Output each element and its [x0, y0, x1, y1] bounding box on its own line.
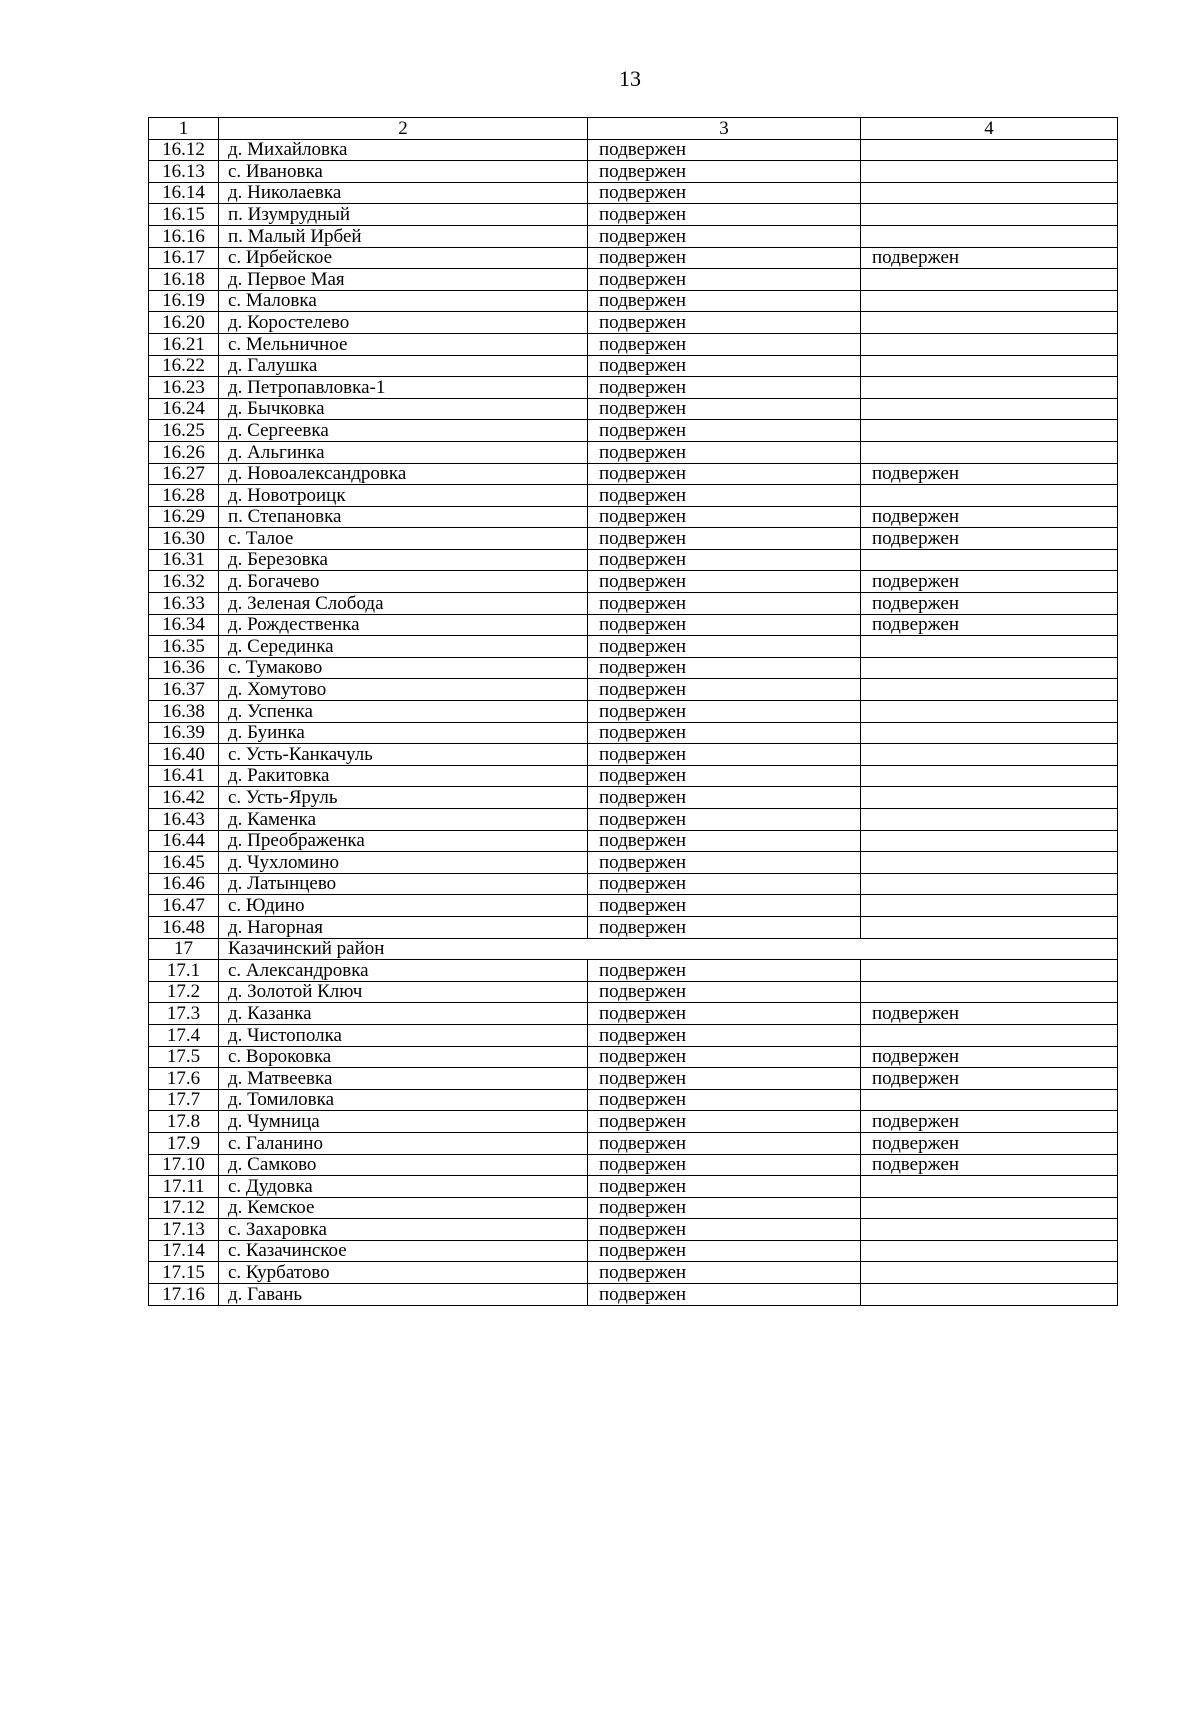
column-3-value: подвержен — [588, 1197, 861, 1219]
row-number: 16.19 — [149, 290, 219, 312]
column-4-value — [861, 377, 1118, 399]
settlement-name: д. Альгинка — [219, 441, 588, 463]
row-number: 16.15 — [149, 204, 219, 226]
column-3-value: подвержен — [588, 1111, 861, 1133]
row-number: 16.47 — [149, 895, 219, 917]
column-4-value — [861, 1089, 1118, 1111]
table-row — [149, 204, 1118, 226]
row-number: 17.12 — [149, 1197, 219, 1219]
row-number: 17.11 — [149, 1176, 219, 1198]
table-row — [149, 269, 1118, 291]
row-number: 17.7 — [149, 1089, 219, 1111]
column-4-value — [861, 1262, 1118, 1284]
column-3-value: подвержен — [588, 1024, 861, 1046]
column-3-value: подвержен — [588, 765, 861, 787]
row-number: 16.21 — [149, 333, 219, 355]
settlement-name: д. Ракитовка — [219, 765, 588, 787]
settlement-name: д. Кемское — [219, 1197, 588, 1219]
row-number: 16.39 — [149, 722, 219, 744]
table-row — [149, 463, 1118, 485]
row-number: 17.15 — [149, 1262, 219, 1284]
table-row — [149, 549, 1118, 571]
settlement-name: д. Матвеевка — [219, 1068, 588, 1090]
table-header-row — [149, 118, 1118, 140]
table-row — [149, 981, 1118, 1003]
row-number: 17.2 — [149, 981, 219, 1003]
settlement-name: д. Хомутово — [219, 679, 588, 701]
row-number: 17.16 — [149, 1284, 219, 1306]
column-4-value: подвержен — [861, 1111, 1118, 1133]
column-3-value: подвержен — [588, 506, 861, 528]
column-3-value: подвержен — [588, 981, 861, 1003]
column-3-value: подвержен — [588, 1132, 861, 1154]
column-4-value — [861, 161, 1118, 183]
column-3-value: подвержен — [588, 463, 861, 485]
row-number: 16.31 — [149, 549, 219, 571]
table-row — [149, 1154, 1118, 1176]
settlement-name: д. Галушка — [219, 355, 588, 377]
row-number: 16.44 — [149, 830, 219, 852]
column-3-value: подвержен — [588, 1003, 861, 1025]
row-number: 17.14 — [149, 1240, 219, 1262]
row-number: 16.24 — [149, 398, 219, 420]
settlement-name: д. Новотроицк — [219, 485, 588, 507]
header-cell-2: 2 — [219, 118, 588, 140]
row-number: 16.33 — [149, 593, 219, 615]
column-4-value: подвержен — [861, 593, 1118, 615]
row-number: 16.45 — [149, 852, 219, 874]
column-3-value: подвержен — [588, 1089, 861, 1111]
column-4-value — [861, 1176, 1118, 1198]
row-number: 16.41 — [149, 765, 219, 787]
column-4-value — [861, 1240, 1118, 1262]
table-row — [149, 182, 1118, 204]
row-number: 16.13 — [149, 161, 219, 183]
section-row — [149, 938, 1118, 960]
row-number: 16.43 — [149, 809, 219, 831]
column-4-value — [861, 873, 1118, 895]
settlement-name: д. Новоалександровка — [219, 463, 588, 485]
table-row — [149, 247, 1118, 269]
column-3-value: подвержен — [588, 485, 861, 507]
column-3-value: подвержен — [588, 247, 861, 269]
settlement-name: д. Сергеевка — [219, 420, 588, 442]
settlement-name: д. Томиловка — [219, 1089, 588, 1111]
column-4-value — [861, 204, 1118, 226]
column-3-value: подвержен — [588, 1176, 861, 1198]
table-body — [149, 118, 1118, 1306]
row-number: 17.1 — [149, 960, 219, 982]
settlement-name: с. Юдино — [219, 895, 588, 917]
table-row — [149, 1284, 1118, 1306]
table-row — [149, 1089, 1118, 1111]
row-number: 16.18 — [149, 269, 219, 291]
settlement-name: с. Маловка — [219, 290, 588, 312]
column-4-value — [861, 1219, 1118, 1241]
table-row — [149, 1219, 1118, 1241]
column-4-value — [861, 139, 1118, 161]
settlement-name: д. Богачево — [219, 571, 588, 593]
column-4-value — [861, 679, 1118, 701]
table-row — [149, 873, 1118, 895]
settlement-name: с. Талое — [219, 528, 588, 550]
column-4-value — [861, 1197, 1118, 1219]
settlement-name: п. Изумрудный — [219, 204, 588, 226]
column-4-value — [861, 441, 1118, 463]
column-4-value — [861, 744, 1118, 766]
column-3-value: подвержен — [588, 1219, 861, 1241]
column-3-value: подвержен — [588, 398, 861, 420]
table-row — [149, 636, 1118, 658]
settlement-name: с. Ивановка — [219, 161, 588, 183]
row-number: 16.42 — [149, 787, 219, 809]
column-4-value — [861, 701, 1118, 723]
table-row — [149, 1111, 1118, 1133]
table-row — [149, 722, 1118, 744]
column-4-value: подвержен — [861, 571, 1118, 593]
column-3-value: подвержен — [588, 139, 861, 161]
row-number: 17.3 — [149, 1003, 219, 1025]
settlement-name: с. Галанино — [219, 1132, 588, 1154]
table-row — [149, 1132, 1118, 1154]
table-row — [149, 1262, 1118, 1284]
settlement-name: д. Буинка — [219, 722, 588, 744]
column-3-value: подвержен — [588, 895, 861, 917]
column-3-value: подвержен — [588, 830, 861, 852]
table-row — [149, 916, 1118, 938]
row-number: 16.12 — [149, 139, 219, 161]
row-number: 17.8 — [149, 1111, 219, 1133]
column-3-value: подвержен — [588, 312, 861, 334]
column-4-value: подвержен — [861, 1132, 1118, 1154]
table-row — [149, 333, 1118, 355]
column-4-value — [861, 420, 1118, 442]
row-number: 16.29 — [149, 506, 219, 528]
column-3-value: подвержен — [588, 657, 861, 679]
row-number: 17.6 — [149, 1068, 219, 1090]
column-4-value — [861, 290, 1118, 312]
column-3-value: подвержен — [588, 269, 861, 291]
column-3-value: подвержен — [588, 182, 861, 204]
settlement-name: д. Серединка — [219, 636, 588, 658]
row-number: 16.32 — [149, 571, 219, 593]
column-4-value — [861, 895, 1118, 917]
table-row — [149, 528, 1118, 550]
column-3-value: подвержен — [588, 571, 861, 593]
row-number: 16.14 — [149, 182, 219, 204]
settlement-name: д. Чухломино — [219, 852, 588, 874]
column-3-value: подвержен — [588, 636, 861, 658]
column-3-value: подвержен — [588, 204, 861, 226]
table-row — [149, 312, 1118, 334]
table-row — [149, 355, 1118, 377]
column-3-value: подвержен — [588, 225, 861, 247]
table-row — [149, 614, 1118, 636]
row-number: 16.28 — [149, 485, 219, 507]
column-4-value — [861, 355, 1118, 377]
column-3-value: подвержен — [588, 1046, 861, 1068]
column-4-value: подвержен — [861, 1154, 1118, 1176]
table-row — [149, 506, 1118, 528]
column-4-value — [861, 981, 1118, 1003]
settlement-name: д. Первое Мая — [219, 269, 588, 291]
table-row — [149, 895, 1118, 917]
settlements-table — [148, 117, 1118, 1306]
table-row — [149, 441, 1118, 463]
column-4-value — [861, 269, 1118, 291]
settlement-name: д. Преображенка — [219, 830, 588, 852]
column-4-value — [861, 485, 1118, 507]
column-4-value — [861, 916, 1118, 938]
table-row — [149, 161, 1118, 183]
table-row — [149, 657, 1118, 679]
column-3-value: подвержен — [588, 593, 861, 615]
column-4-value: подвержен — [861, 463, 1118, 485]
column-4-value — [861, 333, 1118, 355]
header-cell-1: 1 — [149, 118, 219, 140]
column-4-value — [861, 852, 1118, 874]
table-row — [149, 1197, 1118, 1219]
column-4-value: подвержен — [861, 614, 1118, 636]
column-3-value: подвержен — [588, 1284, 861, 1306]
row-number: 16.22 — [149, 355, 219, 377]
column-3-value: подвержен — [588, 787, 861, 809]
table-row — [149, 1240, 1118, 1262]
settlement-name: д. Гавань — [219, 1284, 588, 1306]
table-row — [149, 139, 1118, 161]
column-3-value: подвержен — [588, 916, 861, 938]
row-number: 16.38 — [149, 701, 219, 723]
row-number: 16.27 — [149, 463, 219, 485]
column-3-value: подвержен — [588, 1262, 861, 1284]
settlement-name: д. Латынцево — [219, 873, 588, 895]
settlement-name: д. Березовка — [219, 549, 588, 571]
column-4-value — [861, 657, 1118, 679]
column-3-value: подвержен — [588, 290, 861, 312]
column-3-value: подвержен — [588, 960, 861, 982]
settlement-name: д. Петропавловка-1 — [219, 377, 588, 399]
settlement-name: п. Малый Ирбей — [219, 225, 588, 247]
table-row — [149, 1176, 1118, 1198]
column-4-value — [861, 312, 1118, 334]
row-number: 17.13 — [149, 1219, 219, 1241]
settlement-name: д. Бычковка — [219, 398, 588, 420]
column-4-value — [861, 636, 1118, 658]
header-cell-4: 4 — [861, 118, 1118, 140]
table-row — [149, 1068, 1118, 1090]
column-4-value — [861, 960, 1118, 982]
settlement-name: с. Казачинское — [219, 1240, 588, 1262]
settlement-name: с. Усть-Яруль — [219, 787, 588, 809]
column-4-value: подвержен — [861, 1068, 1118, 1090]
settlement-name: д. Коростелево — [219, 312, 588, 334]
column-3-value: подвержен — [588, 355, 861, 377]
column-3-value: подвержен — [588, 873, 861, 895]
table-row — [149, 679, 1118, 701]
row-number: 17 — [149, 938, 219, 960]
table-row — [149, 377, 1118, 399]
table-row — [149, 852, 1118, 874]
settlement-name: с. Ирбейское — [219, 247, 588, 269]
column-4-value — [861, 225, 1118, 247]
column-4-value — [861, 182, 1118, 204]
column-3-value: подвержен — [588, 809, 861, 831]
row-number: 17.4 — [149, 1024, 219, 1046]
row-number: 16.30 — [149, 528, 219, 550]
table-row — [149, 701, 1118, 723]
row-number: 16.35 — [149, 636, 219, 658]
row-number: 17.9 — [149, 1132, 219, 1154]
row-number: 17.10 — [149, 1154, 219, 1176]
column-3-value: подвержен — [588, 1240, 861, 1262]
row-number: 16.17 — [149, 247, 219, 269]
column-4-value — [861, 549, 1118, 571]
settlement-name: с. Мельничное — [219, 333, 588, 355]
settlement-name: с. Тумаково — [219, 657, 588, 679]
column-3-value: подвержен — [588, 722, 861, 744]
column-3-value: подвержен — [588, 614, 861, 636]
column-4-value: подвержен — [861, 506, 1118, 528]
column-3-value: подвержен — [588, 1154, 861, 1176]
table-row — [149, 1046, 1118, 1068]
column-4-value — [861, 787, 1118, 809]
settlement-name: с. Вороковка — [219, 1046, 588, 1068]
settlement-name: с. Александровка — [219, 960, 588, 982]
settlement-name: д. Рождественка — [219, 614, 588, 636]
row-number: 16.25 — [149, 420, 219, 442]
table-row — [149, 960, 1118, 982]
column-3-value: подвержен — [588, 549, 861, 571]
column-3-value: подвержен — [588, 441, 861, 463]
table-row — [149, 787, 1118, 809]
column-4-value — [861, 765, 1118, 787]
column-4-value — [861, 1284, 1118, 1306]
settlement-name: п. Степановка — [219, 506, 588, 528]
page-number: 13 — [619, 66, 641, 91]
table-row — [149, 1024, 1118, 1046]
table-row — [149, 485, 1118, 507]
row-number: 16.37 — [149, 679, 219, 701]
column-3-value: подвержен — [588, 377, 861, 399]
table-row — [149, 225, 1118, 247]
column-4-value — [861, 1024, 1118, 1046]
column-3-value: подвержен — [588, 161, 861, 183]
section-title: Казачинский район — [219, 938, 1118, 960]
column-4-value — [861, 809, 1118, 831]
settlement-name: д. Золотой Ключ — [219, 981, 588, 1003]
table-row — [149, 593, 1118, 615]
table-row — [149, 398, 1118, 420]
row-number: 16.26 — [149, 441, 219, 463]
column-4-value: подвержен — [861, 1046, 1118, 1068]
header-cell-3: 3 — [588, 118, 861, 140]
settlement-name: с. Усть-Канкачуль — [219, 744, 588, 766]
column-4-value — [861, 398, 1118, 420]
settlement-name: д. Зеленая Слобода — [219, 593, 588, 615]
settlement-name: с. Курбатово — [219, 1262, 588, 1284]
table-row — [149, 290, 1118, 312]
column-4-value: подвержен — [861, 528, 1118, 550]
table-row — [149, 744, 1118, 766]
column-4-value: подвержен — [861, 247, 1118, 269]
settlement-name: с. Дудовка — [219, 1176, 588, 1198]
column-3-value: подвержен — [588, 701, 861, 723]
table-row — [149, 571, 1118, 593]
row-number: 16.48 — [149, 916, 219, 938]
column-3-value: подвержен — [588, 420, 861, 442]
settlement-name: д. Чумница — [219, 1111, 588, 1133]
settlement-name: д. Нагорная — [219, 916, 588, 938]
settlement-name: д. Чистополка — [219, 1024, 588, 1046]
column-3-value: подвержен — [588, 1068, 861, 1090]
row-number: 16.46 — [149, 873, 219, 895]
column-4-value: подвержен — [861, 1003, 1118, 1025]
table-row — [149, 809, 1118, 831]
settlement-name: с. Захаровка — [219, 1219, 588, 1241]
settlement-name: д. Николаевка — [219, 182, 588, 204]
row-number: 16.40 — [149, 744, 219, 766]
table-row — [149, 1003, 1118, 1025]
column-3-value: подвержен — [588, 333, 861, 355]
row-number: 16.36 — [149, 657, 219, 679]
settlement-name: д. Каменка — [219, 809, 588, 831]
row-number: 16.16 — [149, 225, 219, 247]
row-number: 16.23 — [149, 377, 219, 399]
table-row — [149, 830, 1118, 852]
table-row — [149, 765, 1118, 787]
column-3-value: подвержен — [588, 528, 861, 550]
settlement-name: д. Казанка — [219, 1003, 588, 1025]
row-number: 17.5 — [149, 1046, 219, 1068]
column-3-value: подвержен — [588, 852, 861, 874]
row-number: 16.20 — [149, 312, 219, 334]
table-row — [149, 420, 1118, 442]
column-3-value: подвержен — [588, 744, 861, 766]
column-4-value — [861, 722, 1118, 744]
column-3-value: подвержен — [588, 679, 861, 701]
column-4-value — [861, 830, 1118, 852]
settlement-name: д. Самково — [219, 1154, 588, 1176]
settlement-name: д. Михайловка — [219, 139, 588, 161]
settlement-name: д. Успенка — [219, 701, 588, 723]
row-number: 16.34 — [149, 614, 219, 636]
